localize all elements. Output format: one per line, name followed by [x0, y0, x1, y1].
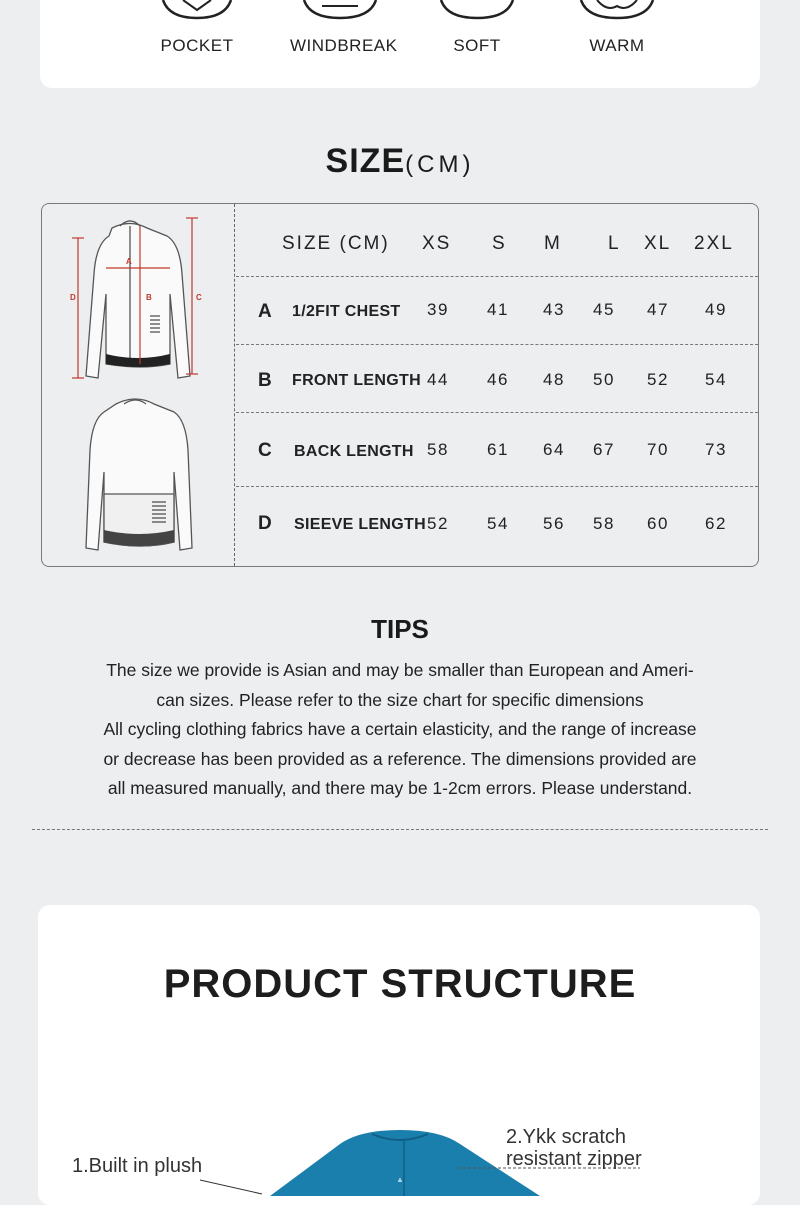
size-col-xl: XL — [644, 233, 672, 254]
product-structure-title: PRODUCT STRUCTURE — [163, 962, 637, 1006]
callout-zipper-line: 2.Ykk scratch — [506, 1126, 627, 1148]
tips-line: All cycling clothing fabrics have a certain elasticity, and the range of increase — [103, 719, 697, 739]
row-divider — [236, 276, 758, 277]
callout-built-in-plush: 1.Built in plush — [72, 1155, 203, 1177]
table-cell: 39 — [427, 300, 449, 319]
table-cell: 49 — [705, 300, 727, 319]
row-name: FRONT LENGTH — [292, 372, 421, 389]
diagram-label-d: D — [70, 293, 76, 302]
jersey-product-illustration — [0, 1100, 800, 1196]
table-cell: 54 — [705, 370, 727, 389]
brand-mark-icon: ▲ — [396, 1175, 404, 1184]
pocket-icon — [147, 0, 247, 24]
tips-line: can sizes. Please refer to the size chart for specific dimensions — [156, 689, 644, 710]
table-cell: 64 — [543, 440, 565, 459]
feature-soft — [427, 0, 527, 55]
feature-warm — [567, 0, 667, 55]
diagram-divider — [234, 204, 235, 566]
size-col-2xl: 2XL — [694, 233, 734, 254]
tips-line: The size we provide is Asian and may be smaller than European and Ameri- — [106, 660, 694, 680]
jersey-diagram — [42, 204, 234, 566]
size-chart — [41, 203, 759, 567]
row-letter: B — [258, 370, 272, 391]
size-col-m: M — [544, 233, 562, 254]
feature-label: POCKET — [160, 36, 234, 55]
warm-icon — [567, 0, 667, 24]
size-col-s: S — [492, 233, 507, 254]
jersey-back-illustration — [86, 399, 192, 550]
table-cell: 54 — [487, 514, 509, 533]
feature-label: WINDBREAK — [290, 36, 398, 55]
section-divider — [32, 829, 768, 830]
table-cell: 56 — [543, 514, 565, 533]
table-cell: 73 — [705, 440, 727, 459]
table-cell: 58 — [593, 514, 615, 533]
row-letter: C — [258, 440, 272, 461]
diagram-label-c: C — [196, 293, 202, 302]
jersey-front-illustration — [86, 221, 190, 378]
row-name: 1/2FIT CHEST — [292, 303, 401, 320]
row-divider — [236, 344, 758, 345]
tips-line: all measured manually, and there may be 1-2cm errors. Please understand. — [107, 778, 693, 798]
table-cell: 48 — [543, 370, 565, 389]
tips-title: TIPS — [371, 614, 429, 644]
size-title-unit: (CM) — [405, 151, 475, 178]
feature-label: WARM — [589, 36, 645, 55]
feature-windbreak — [290, 0, 398, 55]
size-col-l: L — [608, 233, 621, 254]
soft-icon — [427, 0, 527, 24]
callout-zipper-line: resistant zipper — [506, 1148, 642, 1170]
windbreak-icon — [290, 0, 390, 24]
table-cell: 52 — [647, 370, 669, 389]
table-cell: 46 — [487, 370, 509, 389]
diagram-label-b: B — [146, 293, 152, 302]
callout-zipper — [506, 1126, 642, 1170]
feature-label: SOFT — [453, 36, 501, 55]
table-cell: 60 — [647, 514, 669, 533]
row-name: BACK LENGTH — [294, 443, 414, 460]
table-cell: 43 — [543, 300, 565, 319]
size-title-main: SIZE — [325, 142, 406, 180]
table-cell: 61 — [487, 440, 509, 459]
diagram-label-a: A — [126, 257, 132, 266]
row-name: SIEEVE LENGTH — [294, 516, 426, 533]
tips-line: or decrease has been provided as a reference. The dimensions provided are — [103, 748, 697, 769]
row-letter: D — [258, 513, 272, 534]
table-cell: 45 — [593, 300, 615, 319]
table-cell: 58 — [427, 440, 449, 459]
size-title — [0, 142, 800, 181]
table-cell: 41 — [487, 300, 509, 319]
row-divider — [236, 486, 758, 487]
table-cell: 67 — [593, 440, 615, 459]
table-cell: 52 — [427, 514, 449, 533]
table-cell: 62 — [705, 514, 727, 533]
table-cell: 44 — [427, 370, 449, 389]
table-cell: 47 — [647, 300, 669, 319]
row-divider — [236, 412, 758, 413]
feature-pocket — [147, 0, 247, 55]
table-cell: 50 — [593, 370, 615, 389]
tips-text — [60, 656, 740, 804]
size-header-label: SIZE (CM) — [282, 233, 390, 254]
size-col-xs: XS — [422, 233, 452, 254]
row-letter: A — [258, 301, 272, 322]
table-cell: 70 — [647, 440, 669, 459]
